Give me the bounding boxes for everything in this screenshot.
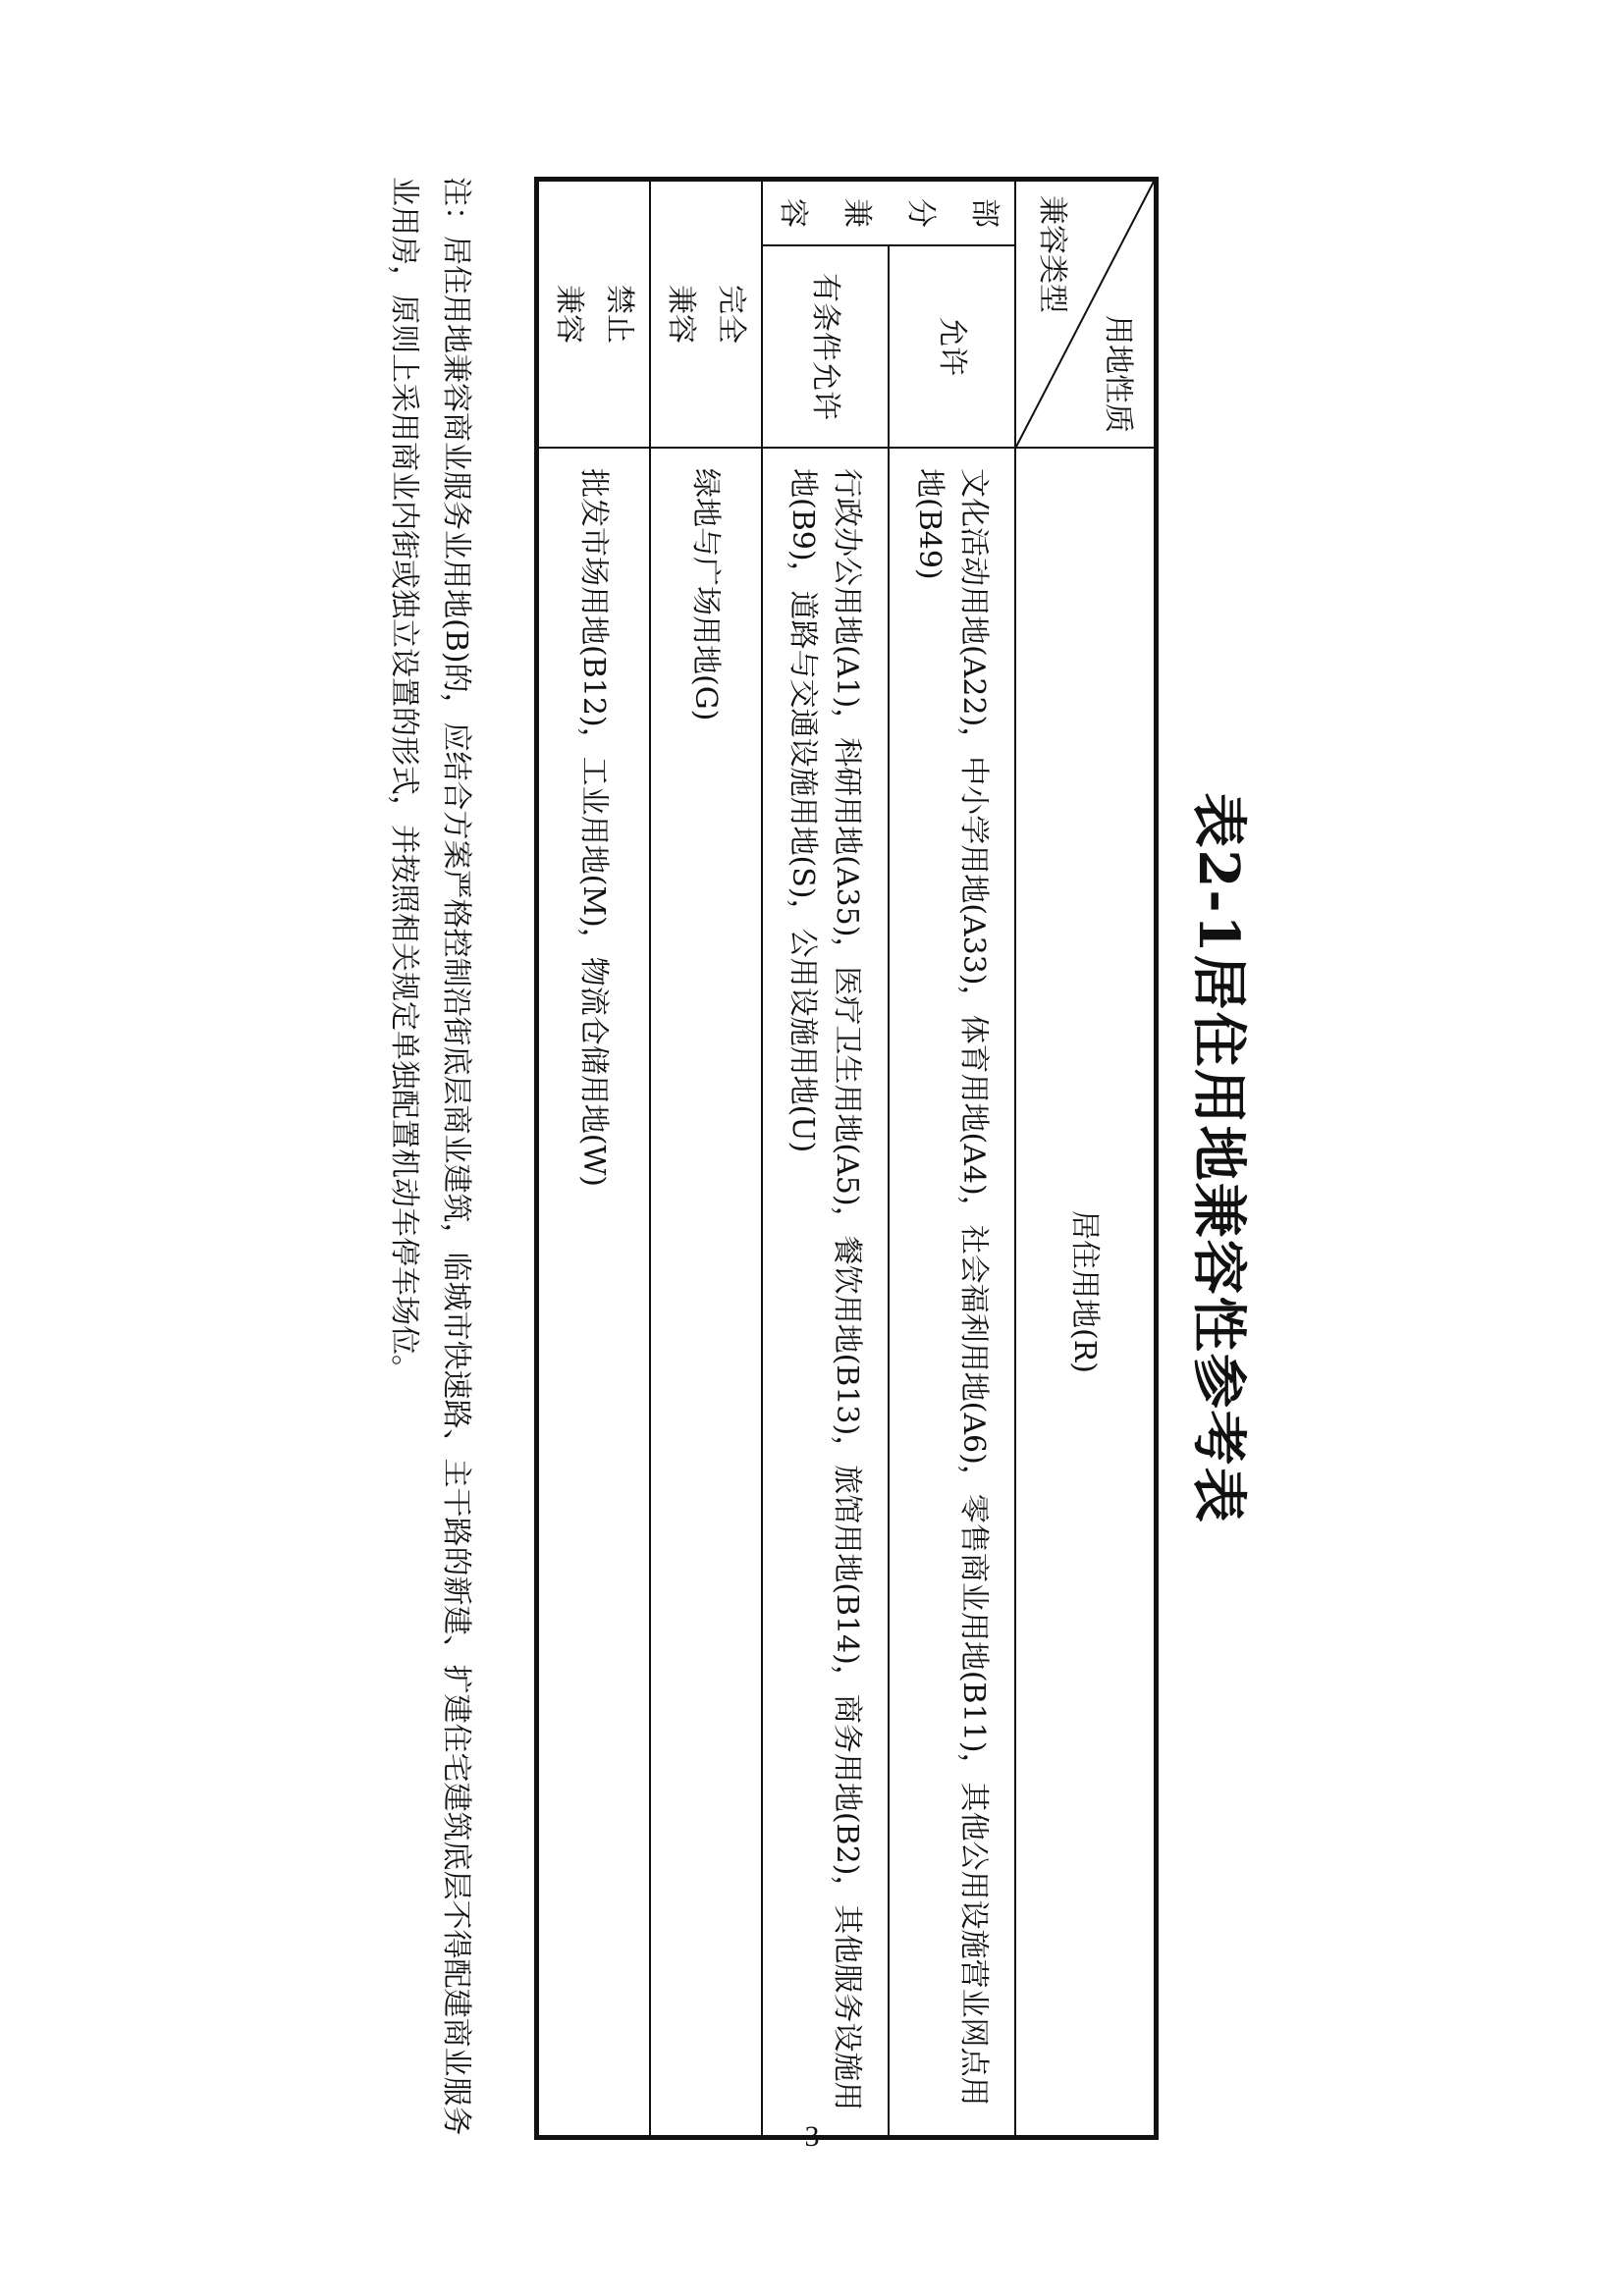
table-header-row xyxy=(1015,180,1157,2138)
rotated-landscape-content xyxy=(295,177,1276,2140)
partial-group-char: 分 xyxy=(903,198,938,228)
forbidden-label-line: 兼容 xyxy=(552,285,586,344)
header-land-nature: 用地性质 xyxy=(1101,315,1135,433)
forbidden-label xyxy=(537,180,651,449)
row-allow xyxy=(889,180,1015,2138)
conditional-content: 行政办公用地(A1)，科研用地(A35)，医疗卫生用地(A5)，餐饮用地(B13)，旅馆用地(B14)，商务用地(B2)，其他服务设施用地(B9)，道路与交通设施用地(S)，公用设施用地(U) xyxy=(762,448,889,2138)
table-note: 注：居住用地兼容商业服务业用地(B)的，应结合方案严格控制沿街底层商业建筑，临城市快速路、主干路的新建、扩建住宅建筑底层不得配建商业服务业用房，原则上采用商业内街或独立设置的形式，并按照相关规定单独配置机动车停车场位。 xyxy=(387,177,473,2136)
full-compat-label-line: 兼容 xyxy=(664,285,698,344)
partial-group-char: 部 xyxy=(967,198,1001,228)
partial-compat-group-cell xyxy=(762,180,1015,246)
table-title: 表2-1居住用地兼容性参考表 xyxy=(1186,792,1251,1524)
full-compat-label xyxy=(650,180,762,449)
allow-label: 允许 xyxy=(889,245,1015,448)
diagonal-header-cell xyxy=(1015,180,1157,449)
partial-group-char: 容 xyxy=(776,198,810,228)
row-conditional xyxy=(762,180,889,2138)
page-number: 3 xyxy=(804,2120,820,2153)
full-compat-label-line: 完全 xyxy=(714,285,748,344)
row-full-compat xyxy=(650,180,762,2138)
allow-content: 文化活动用地(A22)，中小学用地(A33)，体育用地(A4)，社会福利用地(A6)，零售商业用地(B11)，其他公用设施营业网点用地(B49) xyxy=(889,448,1015,2138)
header-compat-type: 兼容类型 xyxy=(1035,195,1069,313)
row-forbidden xyxy=(537,180,651,2138)
forbidden-content: 批发市场用地(B12)，工业用地(M)，物流仓储用地(W) xyxy=(537,448,651,2138)
partial-group-char: 兼 xyxy=(839,198,874,228)
conditional-label: 有条件允许 xyxy=(762,245,889,448)
full-compat-content: 绿地与广场用地(G) xyxy=(650,448,762,2138)
header-residential-land: 居住用地(R) xyxy=(1015,448,1157,2138)
forbidden-label-line: 禁止 xyxy=(602,285,636,344)
compatibility-table xyxy=(534,177,1159,2140)
